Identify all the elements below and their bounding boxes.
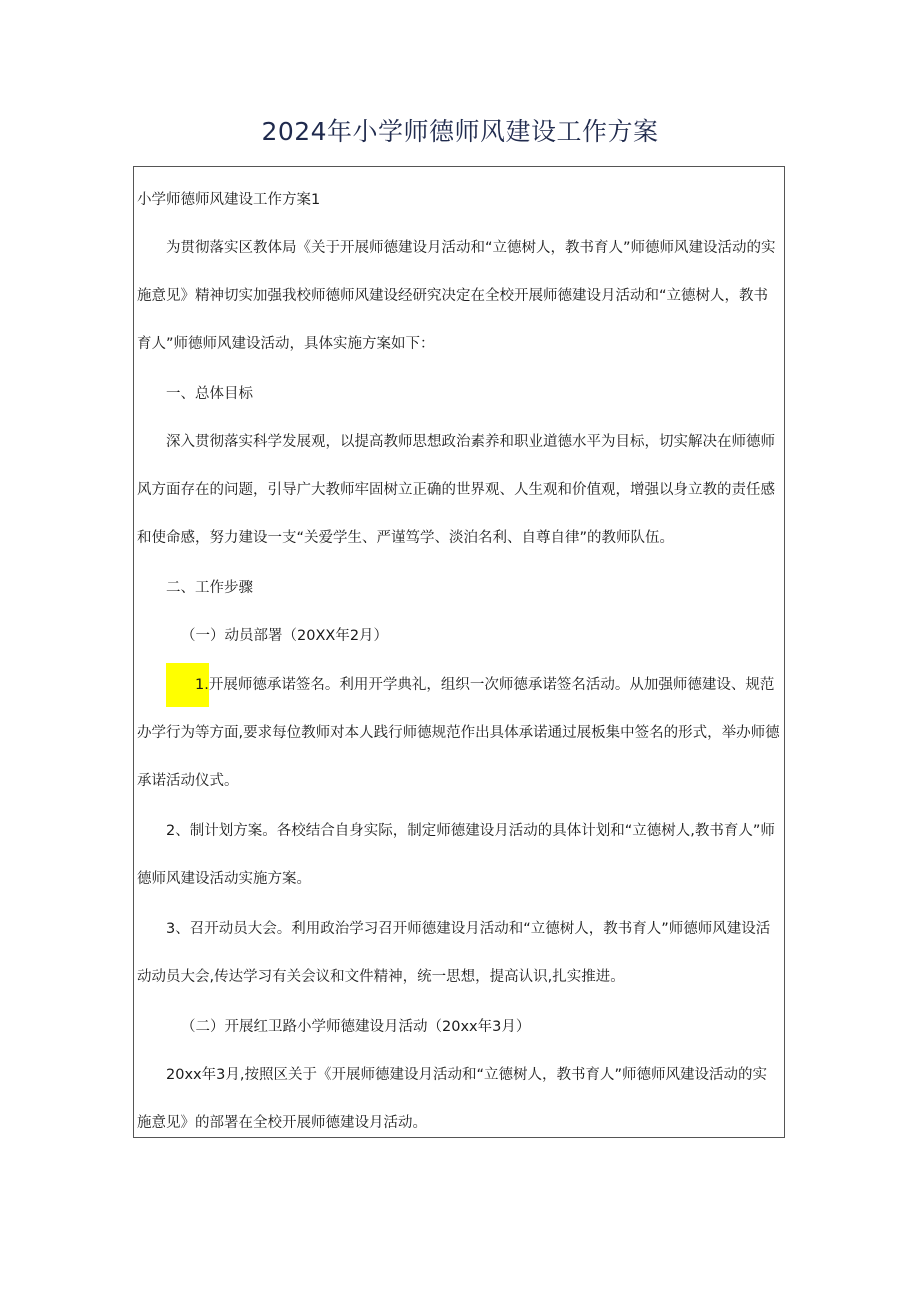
ethics-month-paragraph: 20xx年3月,按照区关于《开展师德建设月活动和“立德树人，教书育人”师德师风建设活动的实施意见》的部署在全校开展师德建设月活动。 xyxy=(137,1067,767,1131)
highlight-marker: 1. xyxy=(166,663,209,707)
step-2-paragraph: 2、制计划方案。各校结合自身实际，制定师德建设月活动的具体计划和“立德树人,教书育人”师德师风建设活动实施方案。 xyxy=(137,823,775,887)
subheading-mobilization: （一）动员部署（20XX年2月） xyxy=(181,628,389,644)
section-heading: 小学师德师风建设工作方案1 xyxy=(137,192,321,208)
heading-overall-goal: 一、总体目标 xyxy=(166,386,253,402)
step-1-paragraph xyxy=(137,661,780,805)
document-title: 2024年小学师德师风建设工作方案 xyxy=(261,117,659,146)
goal-paragraph: 深入贯彻落实科学发展观，以提高教师思想政治素养和职业道德水平为目标，切实解决在师德师风方面存在的问题，引导广大教师牢固树立正确的世界观、人生观和价值观，增强以身立教的责任感和使命感，努力建设一支“关爱学生、严谨笃学、淡泊名利、自尊自律”的教师队伍。 xyxy=(137,434,775,546)
step-1-text: 开展师德承诺签名。利用开学典礼，组织一次师德承诺签名活动。从加强师德建设、规范办学行为等方面,要求每位教师对本人践行师德规范作出具体承诺通过展板集中签名的形式，举办师德承诺活动仪式。 xyxy=(137,677,780,789)
step-3-paragraph: 3、召开动员大会。利用政治学习召开师德建设月活动和“立德树人，教书育人”师德师风建设活动动员大会,传达学习有关会议和文件精神，统一思想，提高认识,扎实推进。 xyxy=(137,921,771,985)
heading-work-steps: 二、工作步骤 xyxy=(166,580,253,596)
content-frame xyxy=(133,166,785,1138)
subheading-ethics-month: （二）开展红卫路小学师德建设月活动（20xx年3月） xyxy=(181,1019,531,1035)
intro-paragraph: 为贯彻落实区教体局《关于开展师德建设月活动和“立德树人，教书育人”师德师风建设活动的实施意见》精神切实加强我校师德师风建设经研究决定在全校开展师德建设月活动和“立德树人，教书育人”师德师风建设活动，具体实施方案如下： xyxy=(137,240,776,352)
